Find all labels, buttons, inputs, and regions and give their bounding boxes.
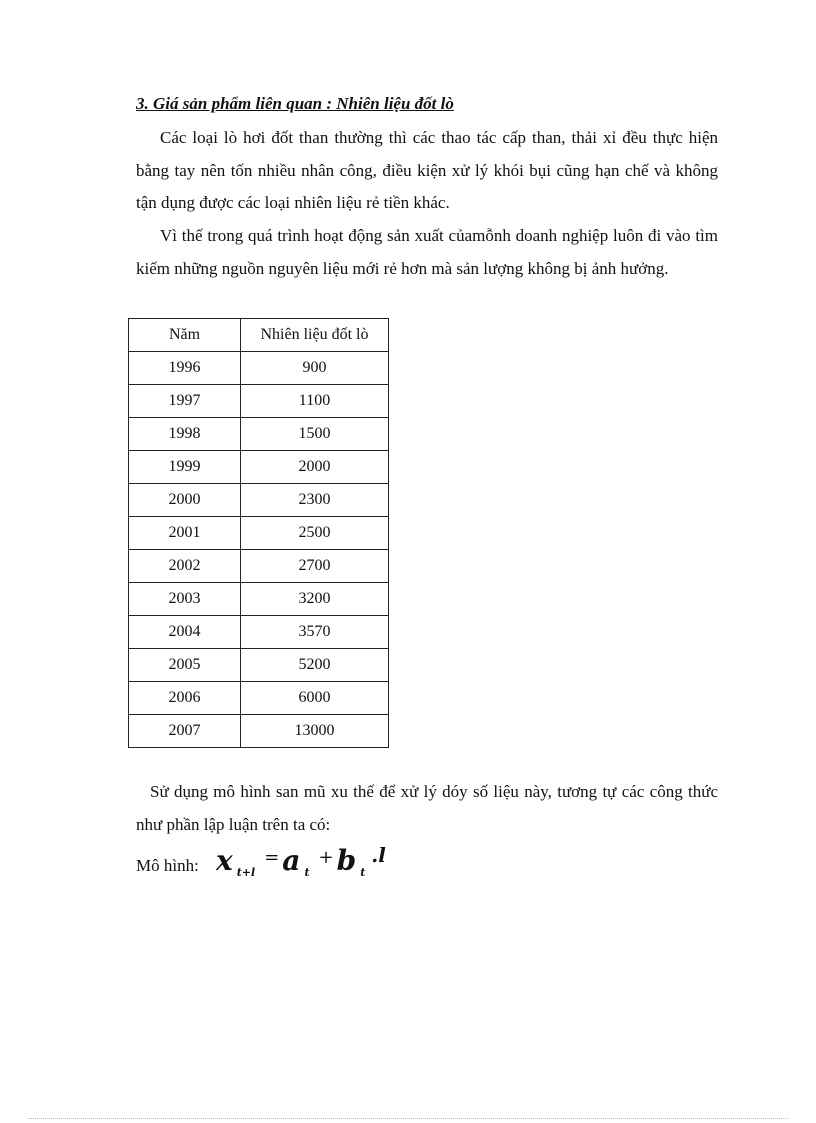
formula-a-sub: t — [304, 866, 310, 879]
cell-fuel: 2300 — [241, 484, 389, 517]
cell-year: 1998 — [129, 418, 241, 451]
formula-plus: + — [318, 847, 334, 868]
header-fuel: Nhiên liệu đốt lò — [241, 319, 389, 352]
header-year: Năm — [129, 319, 241, 352]
cell-year: 2004 — [129, 616, 241, 649]
cell-year: 2003 — [129, 583, 241, 616]
table-row — [129, 682, 389, 715]
table-row — [129, 649, 389, 682]
cell-fuel: 1100 — [241, 385, 389, 418]
table-row — [129, 352, 389, 385]
cell-fuel: 5200 — [241, 649, 389, 682]
table-row — [129, 385, 389, 418]
table-row — [129, 616, 389, 649]
cell-year: 2000 — [129, 484, 241, 517]
table-header-row — [129, 319, 389, 352]
cell-year: 1997 — [129, 385, 241, 418]
formula-x: x — [216, 844, 233, 877]
section-heading: 3. Giá sản phẩm liên quan : Nhiên liệu đốt lò — [136, 94, 454, 113]
cell-year: 1996 — [129, 352, 241, 385]
paragraph-2: Vì thế trong quá trình hoạt động sản xuất củamỗnh doanh nghiệp luôn đi vào tìm kiếm những nguồn nguyên liệu mới rẻ hơn mà sản lượng không bị ảnh hưởng. — [136, 226, 718, 278]
fuel-table — [128, 318, 389, 748]
cell-fuel: 13000 — [241, 715, 389, 748]
cell-fuel: 2700 — [241, 550, 389, 583]
table-row — [129, 550, 389, 583]
model-formula — [216, 844, 386, 877]
cell-year: 1999 — [129, 451, 241, 484]
paragraph-1: Các loại lò hơi đốt than thường thì các thao tác cấp than, thải xỉ đều thực hiện bằng tay nên tốn nhiều nhân công, điều kiện xử lý khói bụi cũng hạn chế và không tận dụng được các loại nhiên liệu rẻ tiền khác. — [136, 128, 718, 212]
cell-fuel: 900 — [241, 352, 389, 385]
cell-fuel: 2500 — [241, 517, 389, 550]
cell-year: 2007 — [129, 715, 241, 748]
cell-year: 2005 — [129, 649, 241, 682]
cell-year: 2006 — [129, 682, 241, 715]
cell-fuel: 2000 — [241, 451, 389, 484]
table-row — [129, 484, 389, 517]
cell-year: 2002 — [129, 550, 241, 583]
cell-year: 2001 — [129, 517, 241, 550]
cell-fuel: 6000 — [241, 682, 389, 715]
formula-equals: = — [264, 847, 280, 868]
table-row — [129, 517, 389, 550]
formula-x-sub: t+l — [236, 866, 256, 879]
table-row — [129, 418, 389, 451]
table-row — [129, 451, 389, 484]
model-label: Mô hình: — [136, 856, 199, 875]
cell-fuel: 3570 — [241, 616, 389, 649]
formula-b-sub: t — [360, 866, 366, 879]
paragraph-3: Sử dụng mô hình san mũ xu thế để xử lý dóy số liệu này, tương tự các công thức như phần lập luận trên ta có: — [136, 782, 718, 834]
formula-a: a — [282, 844, 301, 877]
formula-tail: .l — [371, 843, 386, 867]
formula-b: b — [336, 844, 357, 877]
page-bottom-divider — [28, 1118, 788, 1119]
table-row — [129, 583, 389, 616]
table-row — [129, 715, 389, 748]
cell-fuel: 1500 — [241, 418, 389, 451]
cell-fuel: 3200 — [241, 583, 389, 616]
